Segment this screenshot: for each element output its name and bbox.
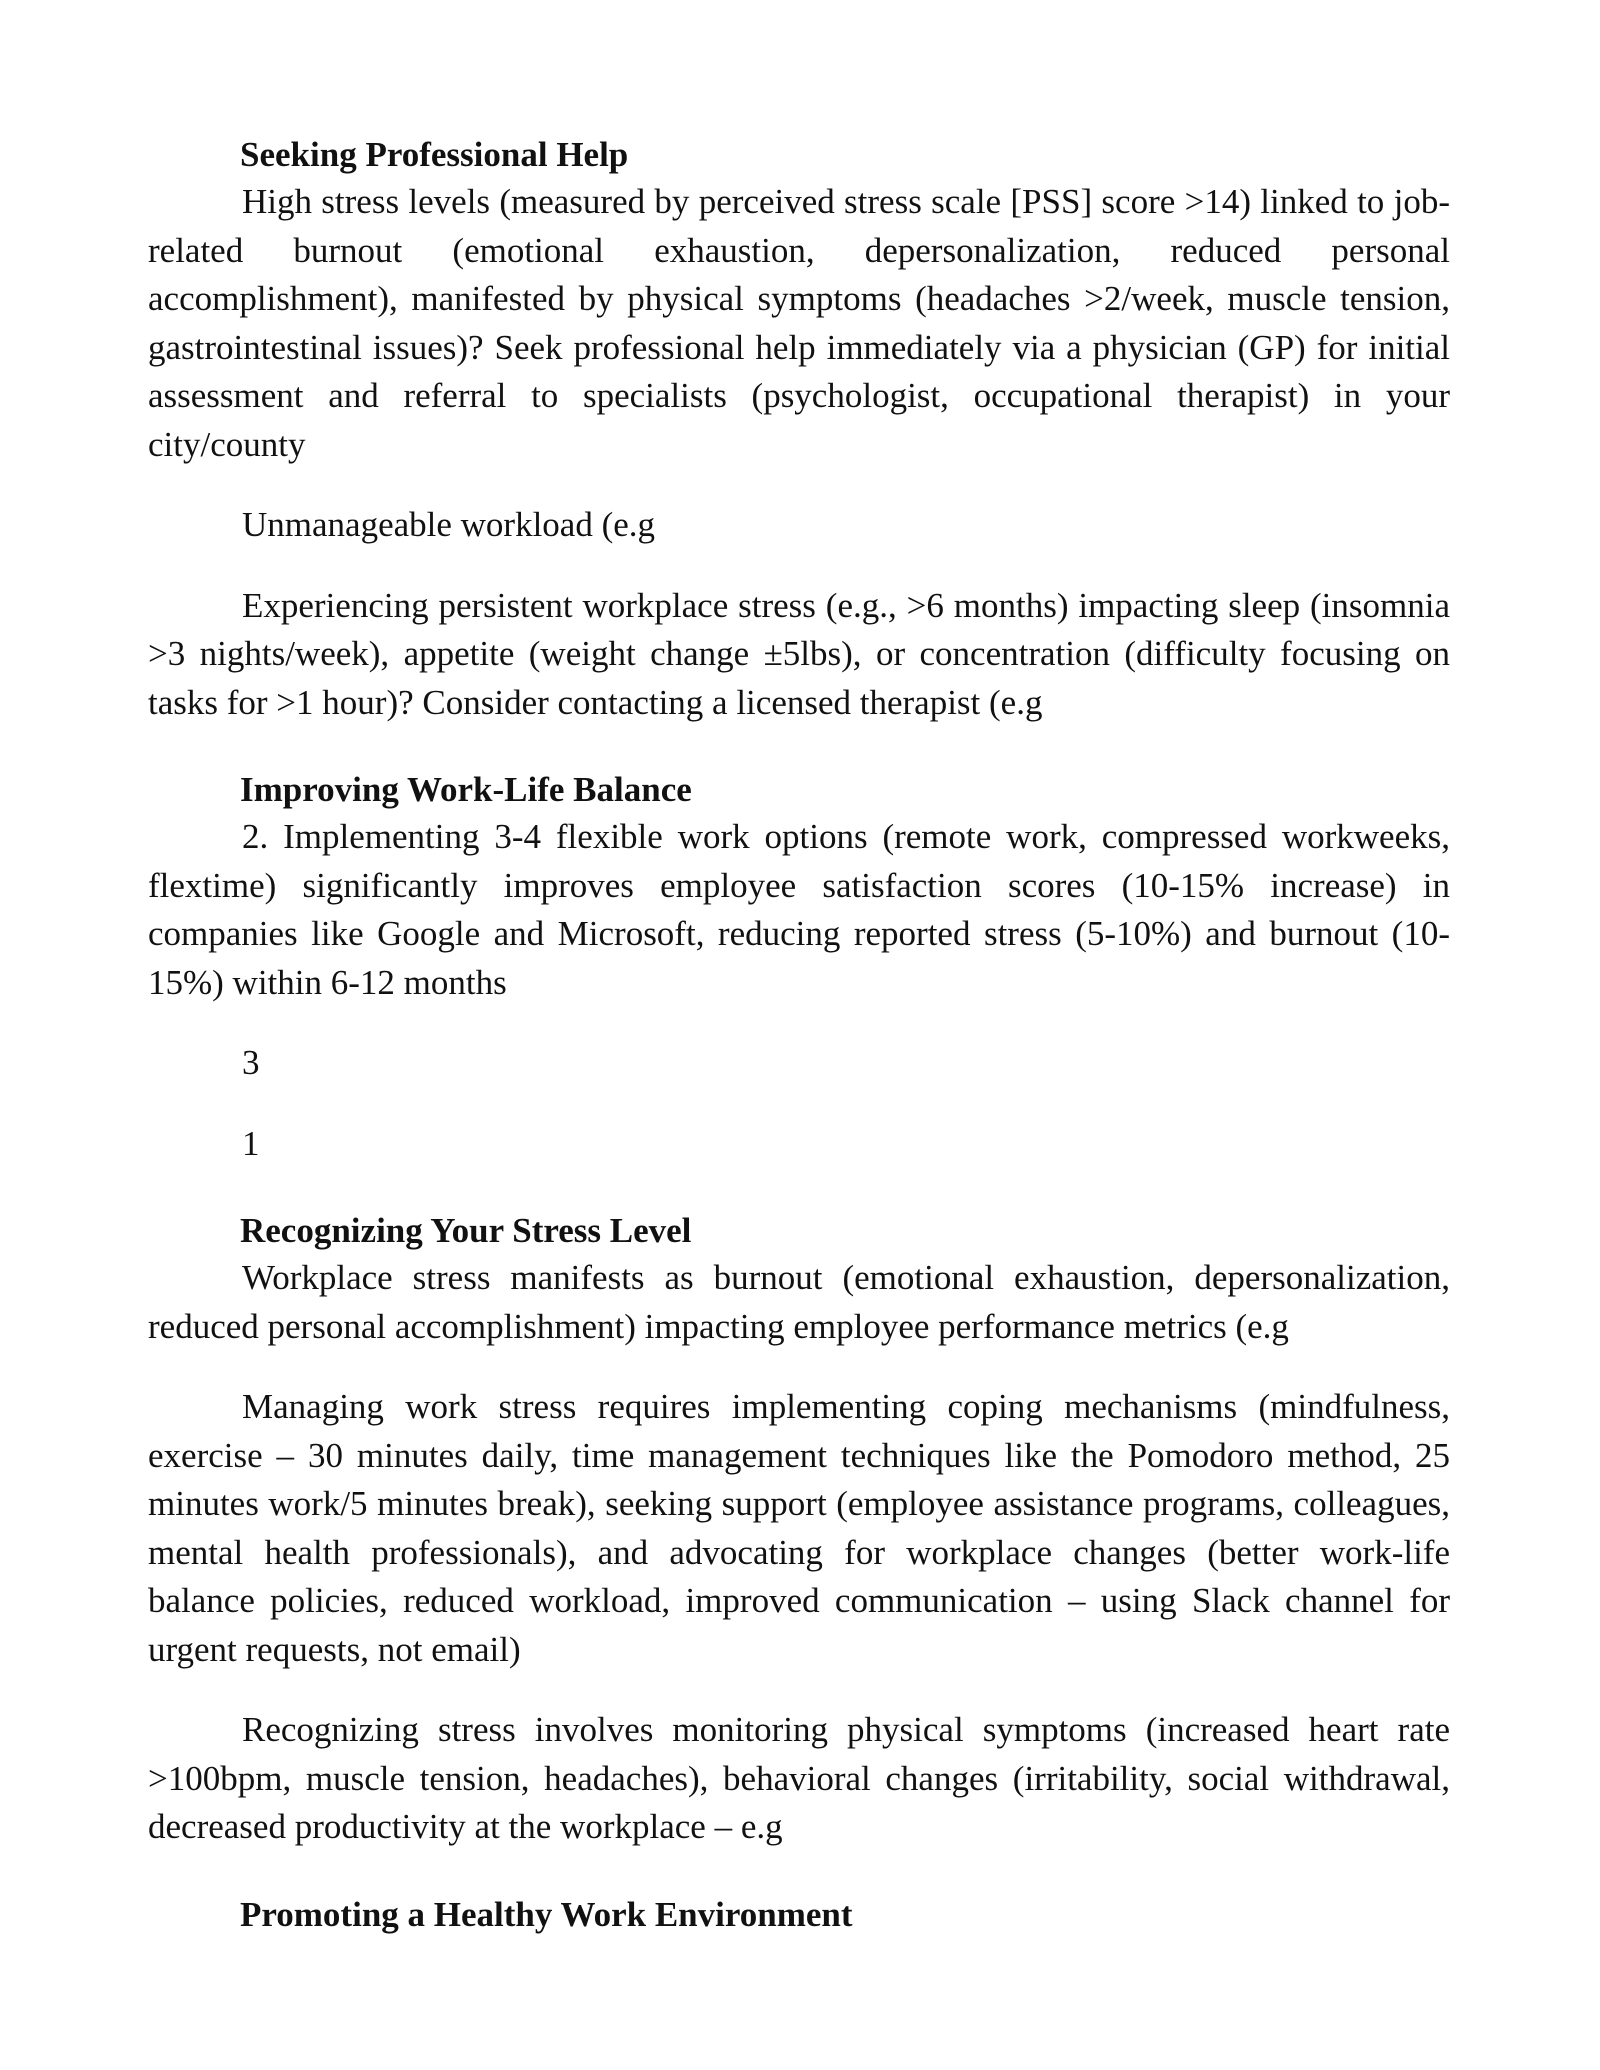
section-heading: Recognizing Your Stress Level [240, 1211, 692, 1250]
paragraph: Managing work stress requires implementing coping mechanisms (mindfulness, exercise – 30 minutes daily, time management techniques like the Pomodoro method, 25 minutes work/5 minutes break), seeking support (employee assistance programs, colleagues, mental health professionals), and advocating for workplace changes (better work-life balance policies, reduced workload, improved communication – using Slack channel for urgent requests, not email) [148, 1387, 1450, 1669]
paragraph: 1 [242, 1123, 260, 1163]
paragraph: Experiencing persistent workplace stress (e.g., >6 months) impacting sleep (insomnia >3 nights/week), appetite (weight change ±5lbs), or concentration (difficulty focusing on tasks for >1 hour)? Consider contacting a licensed therapist (e.g [148, 585, 1450, 722]
section-heading: Improving Work-Life Balance [240, 770, 692, 809]
paragraph: Workplace stress manifests as burnout (emotional exhaustion, depersonalization, reduced personal accomplishment) impacting employee performance metrics (e.g [148, 1258, 1450, 1346]
paragraph: High stress levels (measured by perceived stress scale [PSS] score >14) linked to job-related burnout (emotional exhaustion, depersonalization, reduced personal accomplishment), manifested by physical symptoms (headaches >2/week, muscle tension, gastrointestinal issues)? Seek professional help immediately via a physician (GP) for initial assessment and referral to specialists (psychologist, occupational therapist) in your city/county [148, 182, 1450, 464]
paragraph: 3 [242, 1043, 260, 1082]
section-heading: Promoting a Healthy Work Environment [240, 1894, 853, 1934]
paragraph: Recognizing stress involves monitoring physical symptoms (increased heart rate >100bpm, muscle tension, headaches), behavioral changes (irritability, social withdrawal, decreased productivity at the workplace – e.g [148, 1710, 1450, 1846]
paragraph: Unmanageable workload (e.g [242, 505, 656, 544]
paragraph: 2. Implementing 3-4 flexible work options (remote work, compressed workweeks, flextime) significantly improves employee satisfaction scores (10-15% increase) in companies like Google and Microsoft, reducing reported stress (5-10%) and burnout (10-15%) within 6-12 months [148, 817, 1450, 1002]
section-heading: Seeking Professional Help [240, 135, 629, 174]
document-page [148, 132, 1450, 1938]
